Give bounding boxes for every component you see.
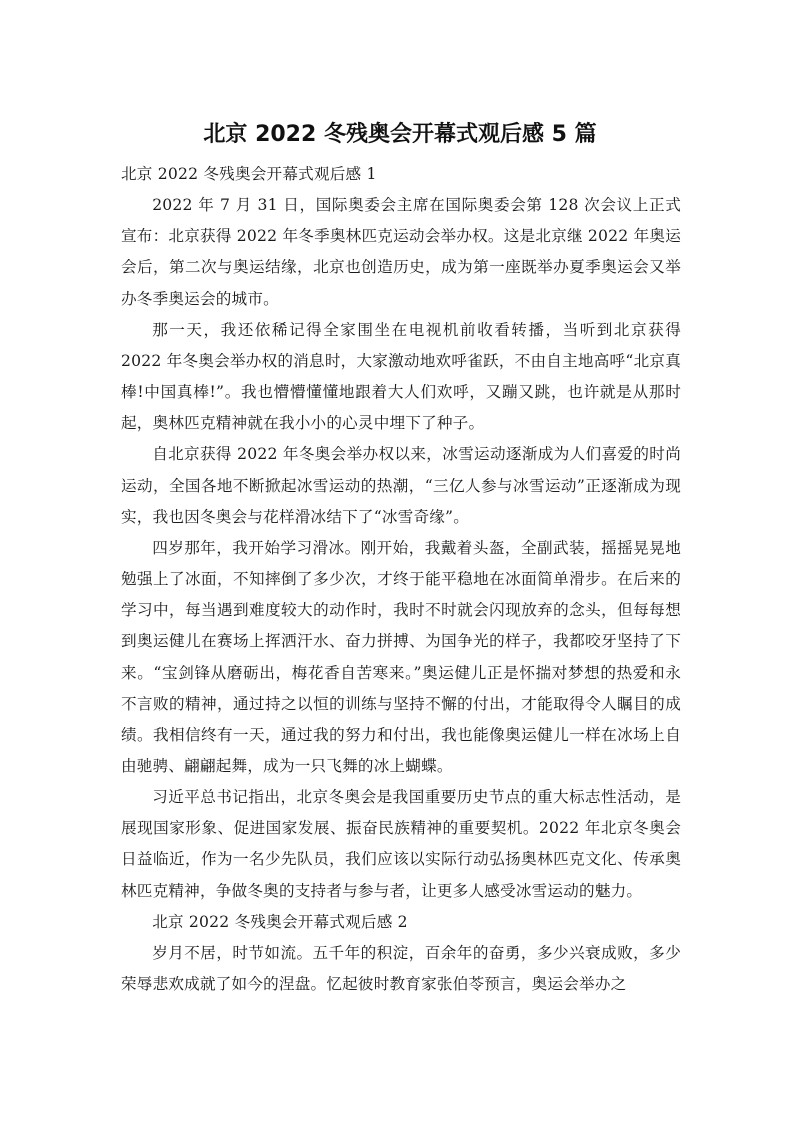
section-heading-1: 北京 2022 冬残奥会开幕式观后感 1 xyxy=(121,165,377,183)
paragraph: 四岁那年，我开始学习滑冰。刚开始，我戴着头盔，全副武装，摇摇晃晃地勉强上了冰面，不知摔倒了多少次，才终于能平稳地在冰面简单滑步。在后来的学习中，每当遇到难度较大的动作时，我时不时就会闪现放弃的念头，但每每想到奥运健儿在赛场上挥洒汗水、奋力拼搏、为国争光的样子，我都咬牙坚持了下来。“宝剑锋从磨砺出，梅花香自苦寒来。”奥运健儿正是怀揣对梦想的热爱和永不言败的精神，通过持之以恒的训练与坚持不懈的付出，才能取得令人瞩目的成绩。我相信终有一天，通过我的努力和付出，我也能像奥运健儿一样在冰场上自由驰骋、翩翩起舞，成为一只飞舞的冰上蝴蝶。 xyxy=(121,538,681,775)
document-title: 北京 2022 冬残奥会开幕式观后感 5 篇 xyxy=(203,122,597,147)
paragraph: 那一天，我还依稀记得全家围坐在电视机前收看转播，当听到北京获得 2022 年冬奥会举办权的消息时，大家激动地欢呼雀跃，不由自主地高呼“北京真棒!中国真棒!”。我也懵懵懂懂地跟着大人们欢呼，又蹦又跳，也许就是从那时起，奥林匹克精神就在我小小的心灵中埋下了种子。 xyxy=(121,320,681,433)
document-body xyxy=(121,159,681,1000)
paragraph: 习近平总书记指出，北京冬奥会是我国重要历史节点的重大标志性活动，是展现国家形象、促进国家发展、振奋民族精神的重要契机。2022 年北京冬奥会日益临近，作为一名少先队员，我们应该以实际行动弘扬奥林匹克文化、传承奥林匹克精神，争做冬奥的支持者与参与者，让更多人感受冰雪运动的魅力。 xyxy=(121,788,681,900)
paragraph: 自北京获得 2022 年冬奥会举办权以来，冰雪运动逐渐成为人们喜爱的时尚运动，全国各地不断掀起冰雪运动的热潮，“三亿人参与冰雪运动”正逐渐成为现实，我也因冬奥会与花样滑冰结下了“冰雪奇缘”。 xyxy=(121,445,681,526)
section-heading-2: 北京 2022 冬残奥会开幕式观后感 2 xyxy=(152,912,408,931)
paragraph: 岁月不居，时节如流。五千年的积淀，百余年的奋勇，多少兴衰成败，多少荣辱悲欢成就了如今的涅盘。忆起彼时教育家张伯苓预言，奥运会举办之 xyxy=(121,943,681,994)
paragraph: 2022 年 7 月 31 日，国际奥委会主席在国际奥委会第 128 次会议上正式宣布：北京获得 2022 年冬季奥林匹克运动会举办权。这是北京继 2022 年奥运会后，第二次与奥运结缘，北京也创造历史，成为第一座既举办夏季奥运会又举办冬季奥运会的城市。 xyxy=(121,196,681,308)
